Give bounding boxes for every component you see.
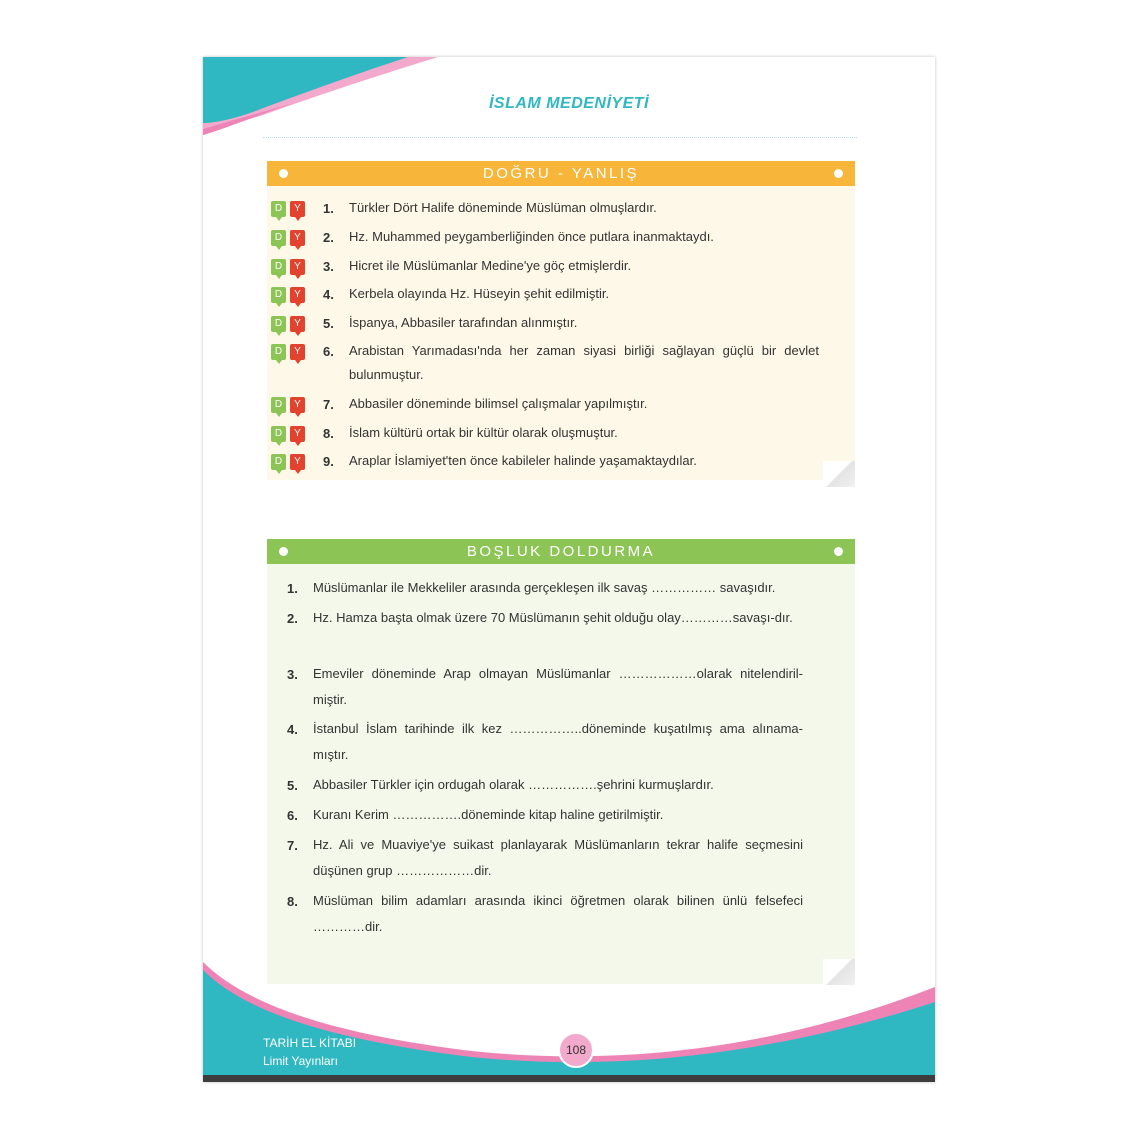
dogru-yanlis-heading xyxy=(267,161,855,186)
item-text: Hz. Hamza başta olmak üzere 70 Müslümanın şehit olduğu olay…………savaşı-dır. xyxy=(313,610,793,625)
true-badge[interactable]: D xyxy=(271,316,286,332)
heading-dot-left xyxy=(279,547,288,556)
item-number: 4. xyxy=(323,287,334,302)
dogru-yanlis-heading-text: DOĞRU - YANLIŞ xyxy=(482,165,640,182)
page-curl-decoration xyxy=(823,461,855,487)
heading-dot-left xyxy=(279,169,288,178)
true-badge[interactable]: D xyxy=(271,287,286,303)
item-number: 3. xyxy=(287,667,298,682)
bosluk-doldurma-panel xyxy=(267,564,855,984)
bosluk-doldurma-heading xyxy=(267,539,855,564)
false-badge[interactable]: Y xyxy=(290,454,305,470)
false-badge[interactable]: Y xyxy=(290,230,305,246)
false-badge[interactable]: Y xyxy=(290,259,305,275)
item-number: 6. xyxy=(323,344,334,359)
footer-book-info xyxy=(263,1034,356,1070)
item-text: Müslüman bilim adamları arasında ikinci öğretmen olarak bilinen ünlü felsefeci …………dir. xyxy=(313,893,803,934)
true-badge[interactable]: D xyxy=(271,397,286,413)
item-text: Türkler Dört Halife döneminde Müslüman olmuşlardır. xyxy=(349,200,657,215)
false-badge[interactable]: Y xyxy=(290,287,305,303)
true-badge[interactable]: D xyxy=(271,426,286,442)
page-title: İSLAM MEDENİYETİ xyxy=(488,95,649,112)
true-badge[interactable]: D xyxy=(271,344,286,360)
item-text: İspanya, Abbasiler tarafından alınmıştır. xyxy=(349,315,578,330)
item-number: 1. xyxy=(323,201,334,216)
item-number: 5. xyxy=(287,778,298,793)
book-title: TARİH EL KİTABI xyxy=(263,1036,357,1050)
item-text: Müslümanlar ile Mekkeliler arasında gerçekleşen ilk savaş …………… savaşıdır. xyxy=(313,580,776,595)
title-divider xyxy=(263,137,857,138)
publisher-name: Limit Yayınları xyxy=(263,1054,338,1068)
item-number: 2. xyxy=(287,611,298,626)
item-number: 6. xyxy=(287,808,298,823)
false-badge[interactable]: Y xyxy=(290,397,305,413)
false-badge[interactable]: Y xyxy=(290,426,305,442)
item-text: Abbasiler Türkler için ordugah olarak …………….şehrini kurmuşlardır. xyxy=(313,777,714,792)
book-page xyxy=(203,57,935,1082)
item-text: Arabistan Yarımadası'nda her zaman siyasi birliği sağlayan güçlü bir devlet bulunmuştur. xyxy=(349,343,819,382)
item-text: Emeviler döneminde Arap olmayan Müslümanlar ………………olarak nitelendiril-miştir. xyxy=(313,666,803,707)
true-badge[interactable]: D xyxy=(271,259,286,275)
item-number: 7. xyxy=(323,397,334,412)
bottom-edge-bar xyxy=(203,1075,935,1082)
item-text: İslam kültürü ortak bir kültür olarak oluşmuştur. xyxy=(349,425,618,440)
false-badge[interactable]: Y xyxy=(290,344,305,360)
heading-dot-right xyxy=(834,547,843,556)
item-number: 5. xyxy=(323,316,334,331)
dogru-yanlis-panel xyxy=(267,186,855,480)
item-number: 8. xyxy=(323,426,334,441)
false-badge[interactable]: Y xyxy=(290,201,305,217)
page-number: 108 xyxy=(558,1032,594,1068)
item-text: Araplar İslamiyet'ten önce kabileler halinde yaşamaktaydılar. xyxy=(349,453,697,468)
item-number: 3. xyxy=(323,259,334,274)
item-text: Hz. Ali ve Muaviye'ye suikast planlayarak Müslümanların tekrar halife seçmesini düşünen grup ………………dir. xyxy=(313,837,803,878)
heading-dot-right xyxy=(834,169,843,178)
true-badge[interactable]: D xyxy=(271,230,286,246)
true-badge[interactable]: D xyxy=(271,201,286,217)
item-text: Kuranı Kerim …………….döneminde kitap haline getirilmiştir. xyxy=(313,807,664,822)
item-text: Kerbela olayında Hz. Hüseyin şehit edilmiştir. xyxy=(349,286,610,301)
false-badge[interactable]: Y xyxy=(290,316,305,332)
item-number: 2. xyxy=(323,230,334,245)
item-number: 7. xyxy=(287,838,298,853)
item-number: 8. xyxy=(287,894,298,909)
item-text: Hicret ile Müslümanlar Medine'ye göç etmişlerdir. xyxy=(349,258,632,273)
item-number: 9. xyxy=(323,454,334,469)
item-number: 1. xyxy=(287,581,298,596)
item-text: İstanbul İslam tarihinde ilk kez ……………..döneminde kuşatılmış ama alınama-mıştır. xyxy=(313,721,803,762)
true-badge[interactable]: D xyxy=(271,454,286,470)
bosluk-doldurma-heading-text: BOŞLUK DOLDURMA xyxy=(466,543,656,560)
item-text: Hz. Muhammed peygamberliğinden önce putlara inanmaktaydı. xyxy=(349,229,714,244)
item-number: 4. xyxy=(287,722,298,737)
item-text: Abbasiler döneminde bilimsel çalışmalar yapılmıştır. xyxy=(349,396,648,411)
